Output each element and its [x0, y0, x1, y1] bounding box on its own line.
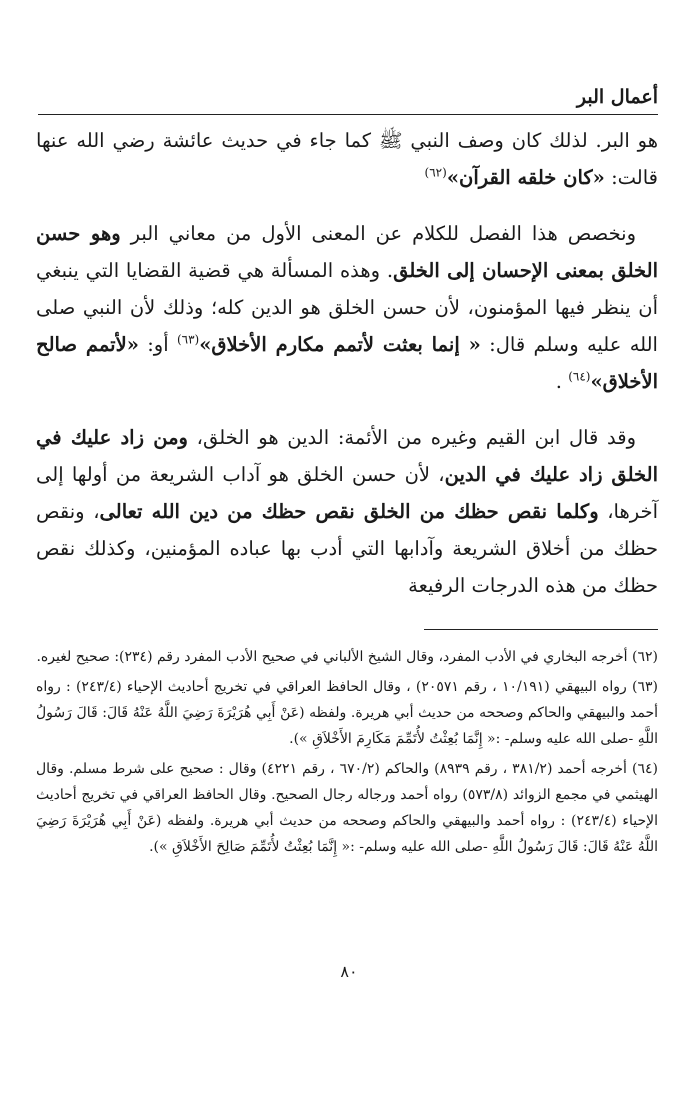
paragraph-1-text-1: هو البر. لذلك كان وصف النبي ﷺ كما جاء في حديث عائشة رضي الله عنها قالت:: [36, 129, 658, 189]
running-title: أعمال البر: [576, 86, 658, 108]
paragraph-3-text-1: وقد قال ابن القيم وغيره من الأئمة: الدين هو الخلق،: [187, 426, 637, 449]
footnotes: [36, 644, 658, 864]
paragraph-3-bold-1: ومن زاد عليك في الخلق زاد عليك في الدين: [36, 426, 658, 486]
paragraph-2-text-2: . وهذه المسألة هي قضية القضايا التي ينبغي أن ينظر فيها المؤمنون، لأن حسن الخلق هو الدين كله؛ وذلك لأن النبي صلى الله عليه وسلم قال:: [36, 259, 658, 356]
paragraph-2-bold-1: وهو حسن الخلق بمعنى الإحسان إلى الخلق: [36, 222, 658, 282]
paragraph-3-bold-2: وكلما نقص حظك من الخلق نقص حظك من دين الله تعالى: [99, 500, 599, 523]
paragraph-3: [36, 419, 658, 604]
paragraph-2-text-4: .: [555, 370, 569, 393]
footnote-ref-63[interactable]: (٦٣): [176, 332, 200, 347]
paragraph-2: [36, 215, 658, 400]
paragraph-3-text-2: ، لأن حسن الخلق هو آداب الشريعة من أولها إلى آخرها،: [36, 463, 658, 523]
footnote-ref-62[interactable]: (٦٢): [424, 165, 447, 180]
running-header: [38, 84, 658, 115]
paragraph-1-bold-quote: «كان خلقه القرآن»: [446, 166, 605, 189]
footnote-64: (٦٤) أخرجه أحمد (٣٨١/٢ ، رقم ٨٩٣٩) والحاكم (٦٧٠/٢ ، رقم ٤٢٢١) وقال : صحيح على شرط مسلم. وقال الهيثمي في مجمع الزوائد (٥٧٣/٨) رواه أحمد ورجاله رجال الصحيح. وقال الحافظ العراقي في تخريج أحاديث الإحياء (٢٤٣/٤) : رواه أحمد والبيهقي والحاكم وصححه من حديث أبي هريرة. ولفظه (عَنْ أَبِي هُرَيْرَةَ رَضِيَ اللَّهُ عَنْهُ قَالَ: قَالَ رَسُولُ اللَّهِ -صلى الله عليه وسلم- :« إِنَّمَا بُعِثْتُ لأُتَمِّمَ صَالِحَ الأَخْلاَقِ »).: [36, 761, 659, 855]
paragraph-2-bold-2: « إنما بعثت لأتمم مكارم الأخلاق»: [199, 333, 481, 356]
footnote-62: (٦٢) أخرجه البخاري في الأدب المفرد، وقال الشيخ الألباني في صحيح الأدب المفرد رقم (٢٣٤): صحيح لغيره.: [36, 649, 658, 665]
paragraph-2-text-3: أو:: [138, 333, 177, 356]
paragraph-2-bold-3: «لأتمم صالح الأخلاق»: [36, 333, 658, 393]
paragraph-2-text-1: ونخصص هذا الفصل للكلام عن المعنى الأول من معاني البر: [120, 222, 636, 245]
paragraph-1: [36, 122, 658, 196]
paragraph-3-text-3: ، ونقص حظك من أخلاق الشريعة وآدابها التي أدب بها عباده المؤمنين، وكذلك نقص حظك من هذه الدرجات الرفيعة: [36, 500, 658, 597]
footnote-63: (٦٣) رواه البيهقي (١٠/١٩١ ، رقم ٢٠٥٧١) ، وقال الحافظ العراقي في تخريج أحاديث الإحياء (٢٤٣/٤) : رواه أحمد والبيهقي والحاكم وصححه من حديث أبي هريرة. ولفظه (عَنْ أَبِي هُرَيْرَةَ رَضِيَ اللَّهُ عَنْهُ قَالَ: قَالَ رَسُولُ اللَّهِ -صلى الله عليه وسلم- :« إِنَّمَا بُعِثْتُ لأُتَمِّمَ مَكَارِمَ الأَخْلاَقِ »).: [36, 679, 659, 747]
page-number: ٨٠: [340, 962, 358, 981]
main-text: [36, 122, 658, 623]
footnote-ref-64[interactable]: (٦٤): [568, 369, 591, 384]
footnote-divider: [424, 629, 658, 630]
